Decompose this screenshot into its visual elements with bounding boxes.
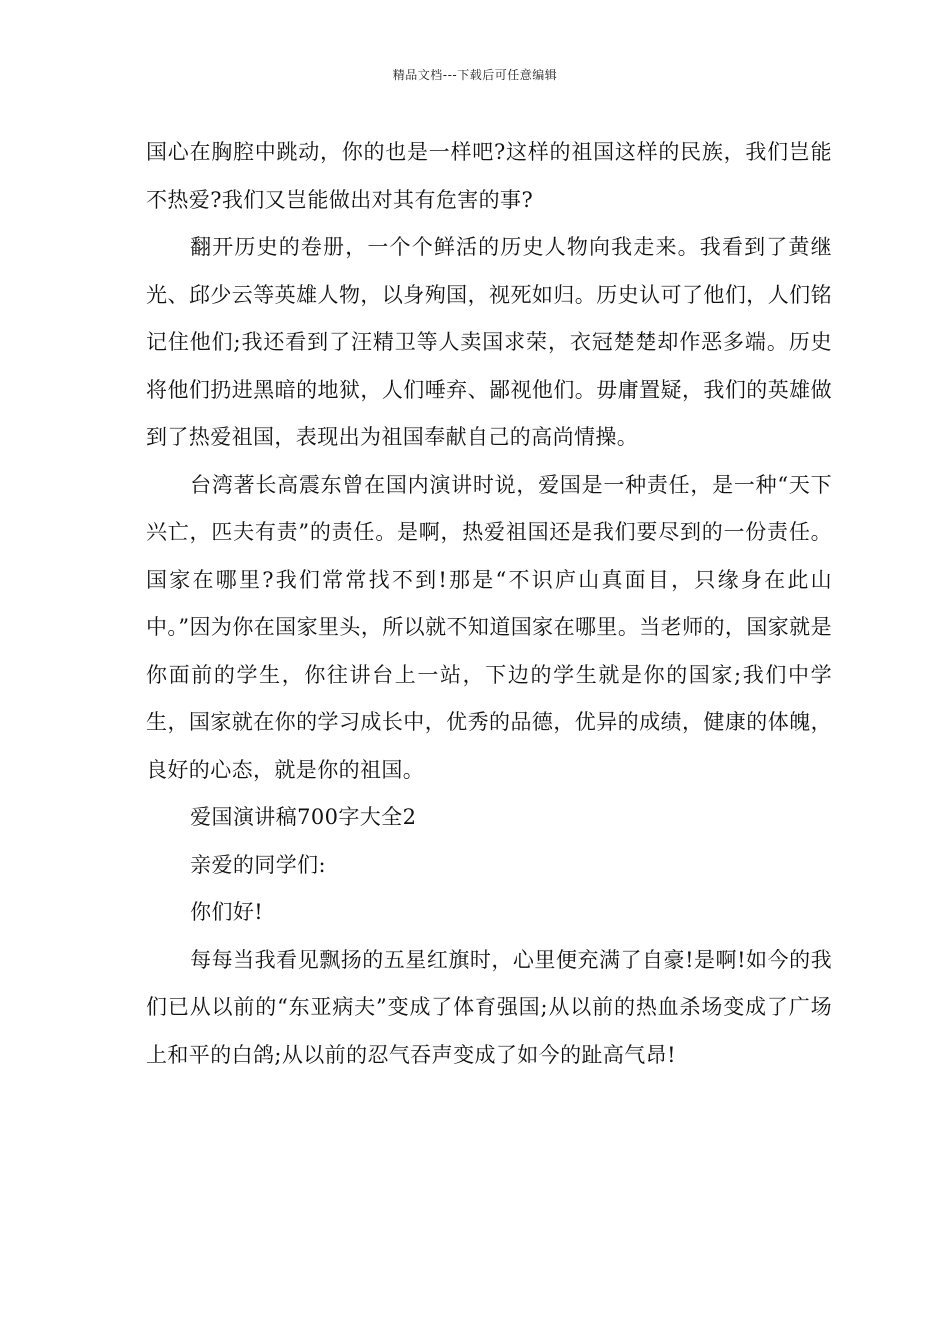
paragraph-2: 翻开历史的卷册，一个个鲜活的历史人物向我走来。我看到了黄继光、邱少云等英雄人物，以身殉国，视死如归。历史认可了他们，人们铭记住他们;我还看到了汪精卫等人卖国求荣，衣冠楚楚却作恶多端。历史将他们扔进黑暗的地狱，人们唾弃、鄙视他们。毋庸置疑，我们的英雄做到了热爱祖国，表现出为祖国奉献自己的高尚情操。 [146,235,832,449]
paragraph-1: 国心在胸腔中跳动，你的也是一样吧?这样的祖国这样的民族，我们岂能不热爱?我们又岂能做出对其有危害的事? [146,140,832,212]
paragraph-3: 台湾著长高震东曾在国内演讲时说，爱国是一种责任，是一种“天下兴亡，匹夫有责”的责任。是啊，热爱祖国还是我们要尽到的一份责任。国家在哪里?我们常常找不到!那是“不识庐山真面目，只缘身在此山中。”因为你在国家里头，所以就不知道国家在哪里。当老师的，国家就是你面前的学生，你往讲台上一站，下边的学生就是你的国家;我们中学生，国家就在你的学习成长中，优秀的品德，优异的成绩，健康的体魄，良好的心态，就是你的祖国。 [146,472,832,782]
paragraph-7: 每每当我看见飘扬的五星红旗时，心里便充满了自豪!是啊!如今的我们已从以前的“东亚病夫”变成了体育强国;从以前的热血杀场变成了广场上和平的白鸽;从以前的忍气吞声变成了如今的趾高气昂! [146,947,832,1067]
document-body [146,129,832,1079]
section-title: 爱国演讲稿700字大全2 [190,805,417,829]
page-header: 精品文档---下载后可任意编辑 [392,68,558,82]
salutation: 亲爱的同学们: [190,852,326,877]
greeting: 你们好! [190,900,264,924]
